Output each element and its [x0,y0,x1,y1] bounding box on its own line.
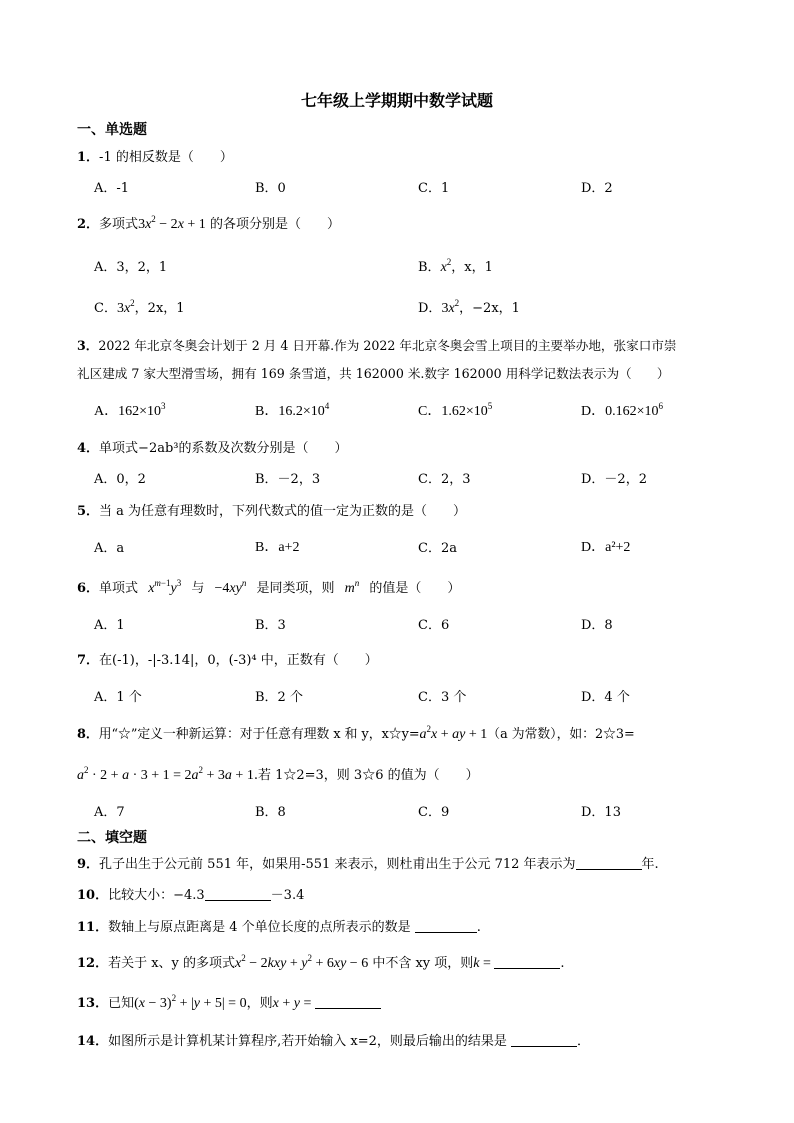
option-c: C．3 个 [418,690,467,705]
question-number: 13． [77,996,109,1011]
answer-blank[interactable] [494,956,560,969]
question-stem-post: 年. [641,857,659,872]
question-stem-mid: ，则 [246,996,273,1011]
question-stem-mid2: 是同类项，则 [256,581,335,596]
question-number: 4． [77,441,100,456]
question-stem-pre: 单项式 [99,581,139,596]
question-14 [77,1030,590,1049]
option-d: D．2 [581,181,613,196]
option-b: B．3 [255,618,286,633]
question-number: 8． [77,727,99,742]
option-text: ，−2x，1 [459,301,520,316]
question-4 [77,437,348,456]
answer-blank[interactable] [415,920,477,933]
option-b [418,256,493,276]
question-stem-pre: 已知 [108,996,135,1011]
math-expression: $x^{m-1}y^3$ [148,578,182,596]
question-stem-post: 的各项分别是（ ） [205,217,340,232]
option-b: B．8 [255,805,286,820]
question-13 [77,992,381,1012]
option-b: B．－2，3 [255,472,321,487]
question-8-line-1 [77,723,635,743]
option-d: D．$0.162\times 10^6$ [581,401,664,419]
question-number: 14． [77,1034,109,1049]
math-expression: $-4xy^n$ [214,578,247,596]
question-stem: 如图所示是计算机某计算程序,若开始输入 x=2，则最后输出的结果是 [108,1034,511,1049]
section-heading-fill-blank: 二、填空题 [77,830,147,846]
question-stem: 当 a 为任意有理数时，下列代数式的值一定为正数的是（ ） [99,504,467,519]
option-text: ，x，1 [451,260,493,275]
question-number: 6． [77,581,100,596]
question-stem-post: ． [577,1034,591,1049]
option-b: B．$16.2\times 10^4$ [255,401,330,419]
math-expression: $x^2 - 2kxy + y^2 + 6xy - 6$ [235,953,369,971]
option-a: A．1 个 [94,690,142,705]
question-stem-post: 的值是（ ） [369,581,461,596]
question-3-line-1 [77,335,676,354]
option-b: B．0 [255,181,286,196]
question-stem: 数轴上与原点距离是 4 个单位长度的点所表示的数是 [108,920,415,935]
option-a: A．3，2，1 [94,260,168,275]
question-number: 9． [77,857,100,872]
math-expression: $m^n$ [344,578,360,596]
section-heading-single-choice: 一、单选题 [77,122,147,138]
option-a: A．a [94,541,125,556]
question-6 [77,577,460,597]
option-label: D． [418,301,442,316]
answer-blank[interactable] [315,996,381,1009]
question-stem: 2022 年北京冬奥会计划于 2 月 4 日开幕.作为 2022 年北京冬奥会雪上项目的主要举办地，张家口市崇 [98,338,677,353]
option-a: A．1 [94,618,125,633]
option-c: C．1 [418,181,450,196]
question-stem: -1 的相反数是（ ） [99,150,233,165]
math-expression: x + y = [272,996,315,1011]
question-number: 10． [77,888,109,903]
option-d: D．a²+2 [581,540,631,555]
option-d: D．13 [581,805,621,820]
option-label: B． [418,260,441,275]
option-c: C．2a [418,541,457,556]
question-number: 2． [77,217,100,232]
question-12 [77,952,565,972]
question-stem-mid: 中不含 xy 项，则 [368,956,474,971]
question-stem-mid: 与 [191,581,205,596]
question-stem-post: （a 为常数），如：2☆3= [487,727,635,742]
option-a: A．0，2 [94,472,146,487]
option-c: C．$1.62\times 10^5$ [418,401,493,419]
question-number: 11． [77,920,109,935]
math-expression: $x^2$ [440,257,452,275]
math-expression: $3x^2 - 2x + 1$ [138,214,206,232]
option-c: C．2，3 [418,472,471,487]
question-stem-post: .若 1☆2=3，则 3☆6 的值为（ ） [253,768,479,783]
page-title: 七年级上学期期中数学试题 [300,91,493,110]
option-d [418,297,520,317]
math-expression: $3x^2$ [116,298,135,316]
option-a: A．$162\times 10^3$ [94,401,166,419]
question-stem-pre: 若关于 x、y 的多项式 [108,956,236,971]
option-c: C．9 [418,805,450,820]
answer-blank[interactable] [576,857,642,870]
question-stem: 孔子出生于公元前 551 年，如果用-551 来表示，则杜甫出生于公元 712 年表示为 [99,857,576,872]
question-10 [77,884,304,903]
option-c: C．6 [418,618,450,633]
option-d: D．4 个 [581,690,630,705]
option-a: A．-1 [94,181,130,196]
question-number: 1． [77,150,100,165]
option-text: ，2x，1 [134,301,185,316]
option-b: B．a+2 [255,540,300,555]
math-expression: $3x^2$ [441,298,460,316]
question-11 [77,916,481,935]
answer-blank[interactable] [205,888,271,901]
question-stem-post: . [476,920,481,935]
question-8-line-2 [77,764,479,784]
option-b: B．2 个 [255,690,303,705]
question-number: 5． [77,504,100,519]
question-3-line-2: 礼区建成 7 家大型滑雪场，拥有 169 条雪道，共 162000 米.数字 162000 用科学记数法表示为（ ） [77,366,670,381]
option-d: D．8 [581,618,613,633]
math-expression: $a^2 \cdot 2 + a \cdot 3 + 1 = 2a^2 + 3a + 1$ [77,765,254,783]
question-stem: 在(-1)，-|-3.14|，0，(-3)⁴ 中，正数有（ ） [99,653,378,668]
question-7 [77,649,378,668]
question-number: 7． [77,653,100,668]
option-label: C． [94,301,117,316]
option-d: D．－2，2 [581,472,647,487]
question-5 [77,500,466,519]
answer-blank[interactable] [511,1034,577,1047]
question-stem-post: －3.4 [270,888,305,903]
question-stem: 单项式−2ab³的系数及次数分别是（ ） [99,441,348,456]
math-expression: $(x - 3)^2 + |y + 5| = 0$ [134,993,247,1011]
question-2 [77,213,340,233]
question-9 [77,853,659,872]
question-number: 12． [77,956,109,971]
question-stem-pre: 多项式 [99,217,139,232]
question-stem-post: . [560,956,565,971]
question-1 [77,146,233,165]
question-stem-pre: 用“☆”定义一种新运算：对于任意有理数 x 和 y，x☆y= [98,727,420,742]
question-stem-pre: 比较大小：−4.3 [108,888,205,903]
option-a: A．7 [94,805,125,820]
option-c [94,297,185,317]
math-expression: $a^2x$ + ay + 1 [419,724,488,742]
question-number: 3． [77,338,99,353]
math-expression: k = [473,956,495,971]
